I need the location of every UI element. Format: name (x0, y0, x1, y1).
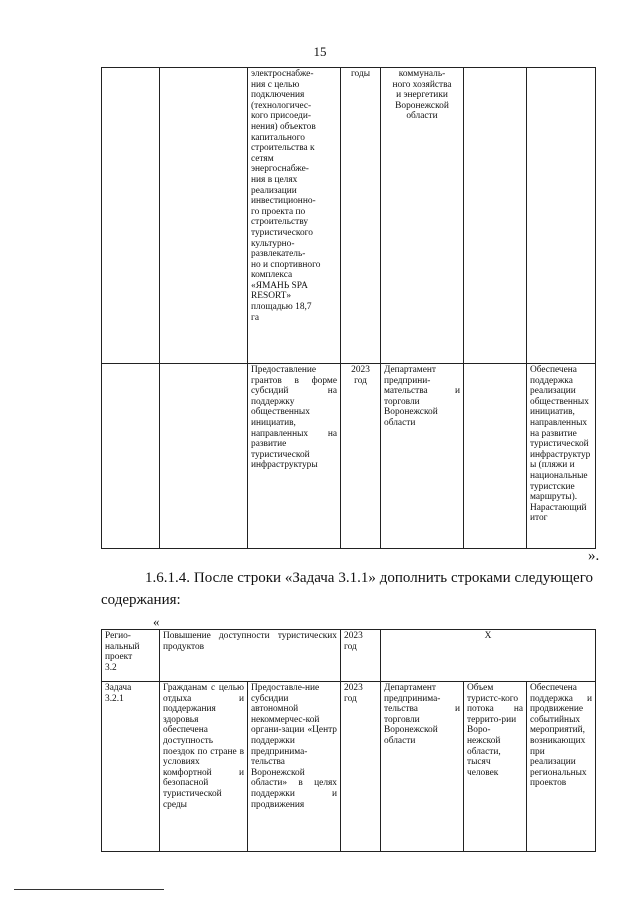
event-description: Предоставле-ние субсидии автономной некоммерчес-кой органи-зации «Центр поддержки предпринима-тельства Воронежской области» в целях поддержки и продвижения (251, 683, 337, 810)
table-cell (381, 68, 464, 364)
table-row (102, 364, 596, 549)
table-cell (464, 364, 527, 549)
table-cell (160, 630, 341, 682)
table-cell (160, 682, 248, 852)
indicator-name: Объем туристс-кого потока на террито-рии Воро-нежской области, тысяч человек (467, 683, 523, 778)
event-term: 2023 год (344, 683, 363, 704)
task-code: Задача 3.2.1 (105, 683, 132, 704)
table-cell (381, 364, 464, 549)
table-cell (381, 630, 596, 682)
closing-quote-mark: ». (588, 548, 600, 564)
responsible-executor: коммуналь- ного хозяйства и энергетики Воронежской области (392, 69, 452, 122)
table-cell (527, 68, 596, 364)
footer-divider (14, 889, 164, 890)
table-cell (160, 364, 248, 549)
table-row (102, 682, 596, 852)
table-cell (102, 682, 160, 852)
amendment-paragraph: 1.6.1.4. После строки «Задача 3.1.1» дополнить строками следующего содержания: (101, 570, 593, 608)
table-cell (527, 364, 596, 549)
project-term: 2023 год (344, 631, 363, 652)
project-code: Регио- нальный проект 3.2 (105, 631, 140, 673)
table-cell (341, 630, 381, 682)
expected-result: Обеспечена поддержка реализации общественных инициатив, направленных на развитие туристической инфраструктуры (пляжи и национальные туристские маршруты). Нарастающий итог (530, 365, 591, 524)
table-cell (248, 682, 341, 852)
table-row (102, 68, 596, 364)
table-cell (341, 364, 381, 549)
table-cell (464, 68, 527, 364)
table-cell (464, 682, 527, 852)
task-title: Гражданам с целью отдыха и поддержания здоровья обеспечена доступность поездок по стране в условиях комфортной и безопасной туристической среды (163, 683, 244, 810)
event-term: годы (350, 69, 371, 79)
action-plan-table-continued (101, 67, 596, 549)
page-number: 15 (313, 44, 327, 59)
opening-quote-mark: « (153, 614, 160, 629)
event-description: Предоставление грантов в форме субсидий на поддержку общественных инициатив, направленных на развитие туристической инфраструктуры (251, 365, 337, 471)
table-cell (102, 68, 160, 364)
table-cell (248, 68, 341, 364)
table-row (102, 630, 596, 682)
table-cell (381, 682, 464, 852)
event-description: электроснабже- ния с целью подключения (технологичес- кого присоеди- нения) объектов капитального строительства к сетям энергоснабже- ния в целях реализации инвестиционно- го проекта по строительству туристического культурно- развлекатель- но и спортивного комплекса «ЯМАНЬ SPA RESORT» площадью 18,7 га (251, 69, 321, 323)
expected-result: Обеспечена поддержка и продвижение событийных мероприятий, возникающих при реализации региональных проектов (530, 683, 592, 789)
event-term: 2023 год (351, 365, 370, 386)
responsible-executor: Департамент предпринима-тельства и торговли Воронежской области (384, 683, 460, 746)
table-cell (341, 682, 381, 852)
table-cell (341, 68, 381, 364)
responsible-executor: Департамент предприни-мательства и торговли Воронежской области (384, 365, 460, 428)
table-cell (102, 364, 160, 549)
table-cell (102, 630, 160, 682)
merged-cell-mark: Х (484, 631, 492, 641)
project-title: Повышение доступности туристических продуктов (163, 631, 337, 652)
table-cell (160, 68, 248, 364)
table-cell (248, 364, 341, 549)
inserted-rows-table (101, 629, 596, 852)
table-cell (527, 682, 596, 852)
